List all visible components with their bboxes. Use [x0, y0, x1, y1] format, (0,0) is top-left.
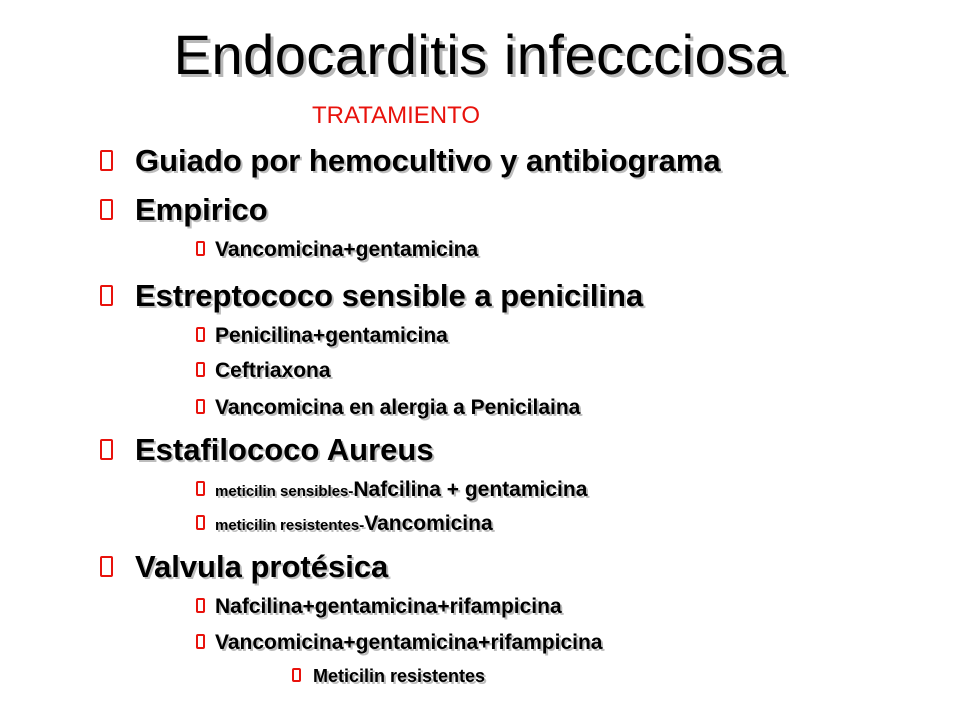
square-bullet-icon: [100, 439, 113, 460]
square-bullet-icon: [196, 362, 205, 377]
sub-item-valve-2: [196, 631, 603, 655]
bullet-text: Estafilococo Aureus: [135, 432, 434, 467]
sub-item-text: Vancomicina en alergia a Penicilaina: [215, 396, 581, 419]
sub-item-staph-2: [196, 512, 493, 536]
sub-item-strepto-1: [196, 324, 448, 348]
sub-item-prefix: meticilin sensibles-: [215, 483, 354, 500]
square-bullet-icon: [196, 598, 205, 613]
bullet-text: Estreptococo sensible a penicilina: [135, 278, 644, 313]
sub-item-text: Nafcilina + gentamicina: [353, 478, 588, 501]
sub-item-prefix: meticilin resistentes-: [215, 517, 365, 534]
bullet-item-strepto: [100, 278, 643, 314]
bullet-item-valve: [100, 549, 388, 585]
square-bullet-icon: [292, 668, 301, 682]
square-bullet-icon: [196, 481, 205, 496]
slide-title: Endocarditis infeccciosa: [173, 23, 787, 86]
sub-item-text: Ceftriaxona: [215, 359, 331, 382]
sub-item-text: Vancomicina+gentamicina: [215, 238, 479, 261]
square-bullet-icon: [196, 327, 205, 342]
sub-item-empiric-1: [196, 238, 478, 262]
square-bullet-icon: [196, 399, 205, 414]
square-bullet-icon: [196, 634, 205, 649]
sub-item-text: Vancomicina: [364, 512, 493, 535]
sub-item-text: Nafcilina+gentamicina+rifampicina: [215, 595, 562, 618]
sub-item-staph-1: [196, 478, 587, 502]
sub-item-text: Vancomicina+gentamicina+rifampicina: [215, 631, 603, 654]
bullet-text: Valvula protésica: [135, 549, 389, 584]
square-bullet-icon: [100, 285, 113, 306]
sub-item-strepto-3: [196, 396, 580, 420]
bullet-item-empiric: [100, 192, 268, 228]
bullet-item-staph: [100, 432, 434, 468]
square-bullet-icon: [196, 241, 205, 256]
sub-sub-item-valve-2: [292, 666, 485, 687]
square-bullet-icon: [100, 150, 113, 171]
sub-item-strepto-2: [196, 359, 331, 383]
bullet-text: Guiado por hemocultivo y antibiograma: [135, 143, 721, 178]
square-bullet-icon: [100, 556, 113, 577]
slide-subtitle: TRATAMIENTO: [312, 102, 480, 129]
square-bullet-icon: [100, 199, 113, 220]
square-bullet-icon: [196, 515, 205, 530]
sub-sub-item-text: Meticilin resistentes: [313, 666, 486, 686]
bullet-text: Empirico: [135, 192, 268, 227]
sub-item-text: Penicilina+gentamicina: [215, 324, 448, 347]
sub-item-valve-1: [196, 595, 562, 619]
bullet-item-guided: [100, 143, 721, 179]
